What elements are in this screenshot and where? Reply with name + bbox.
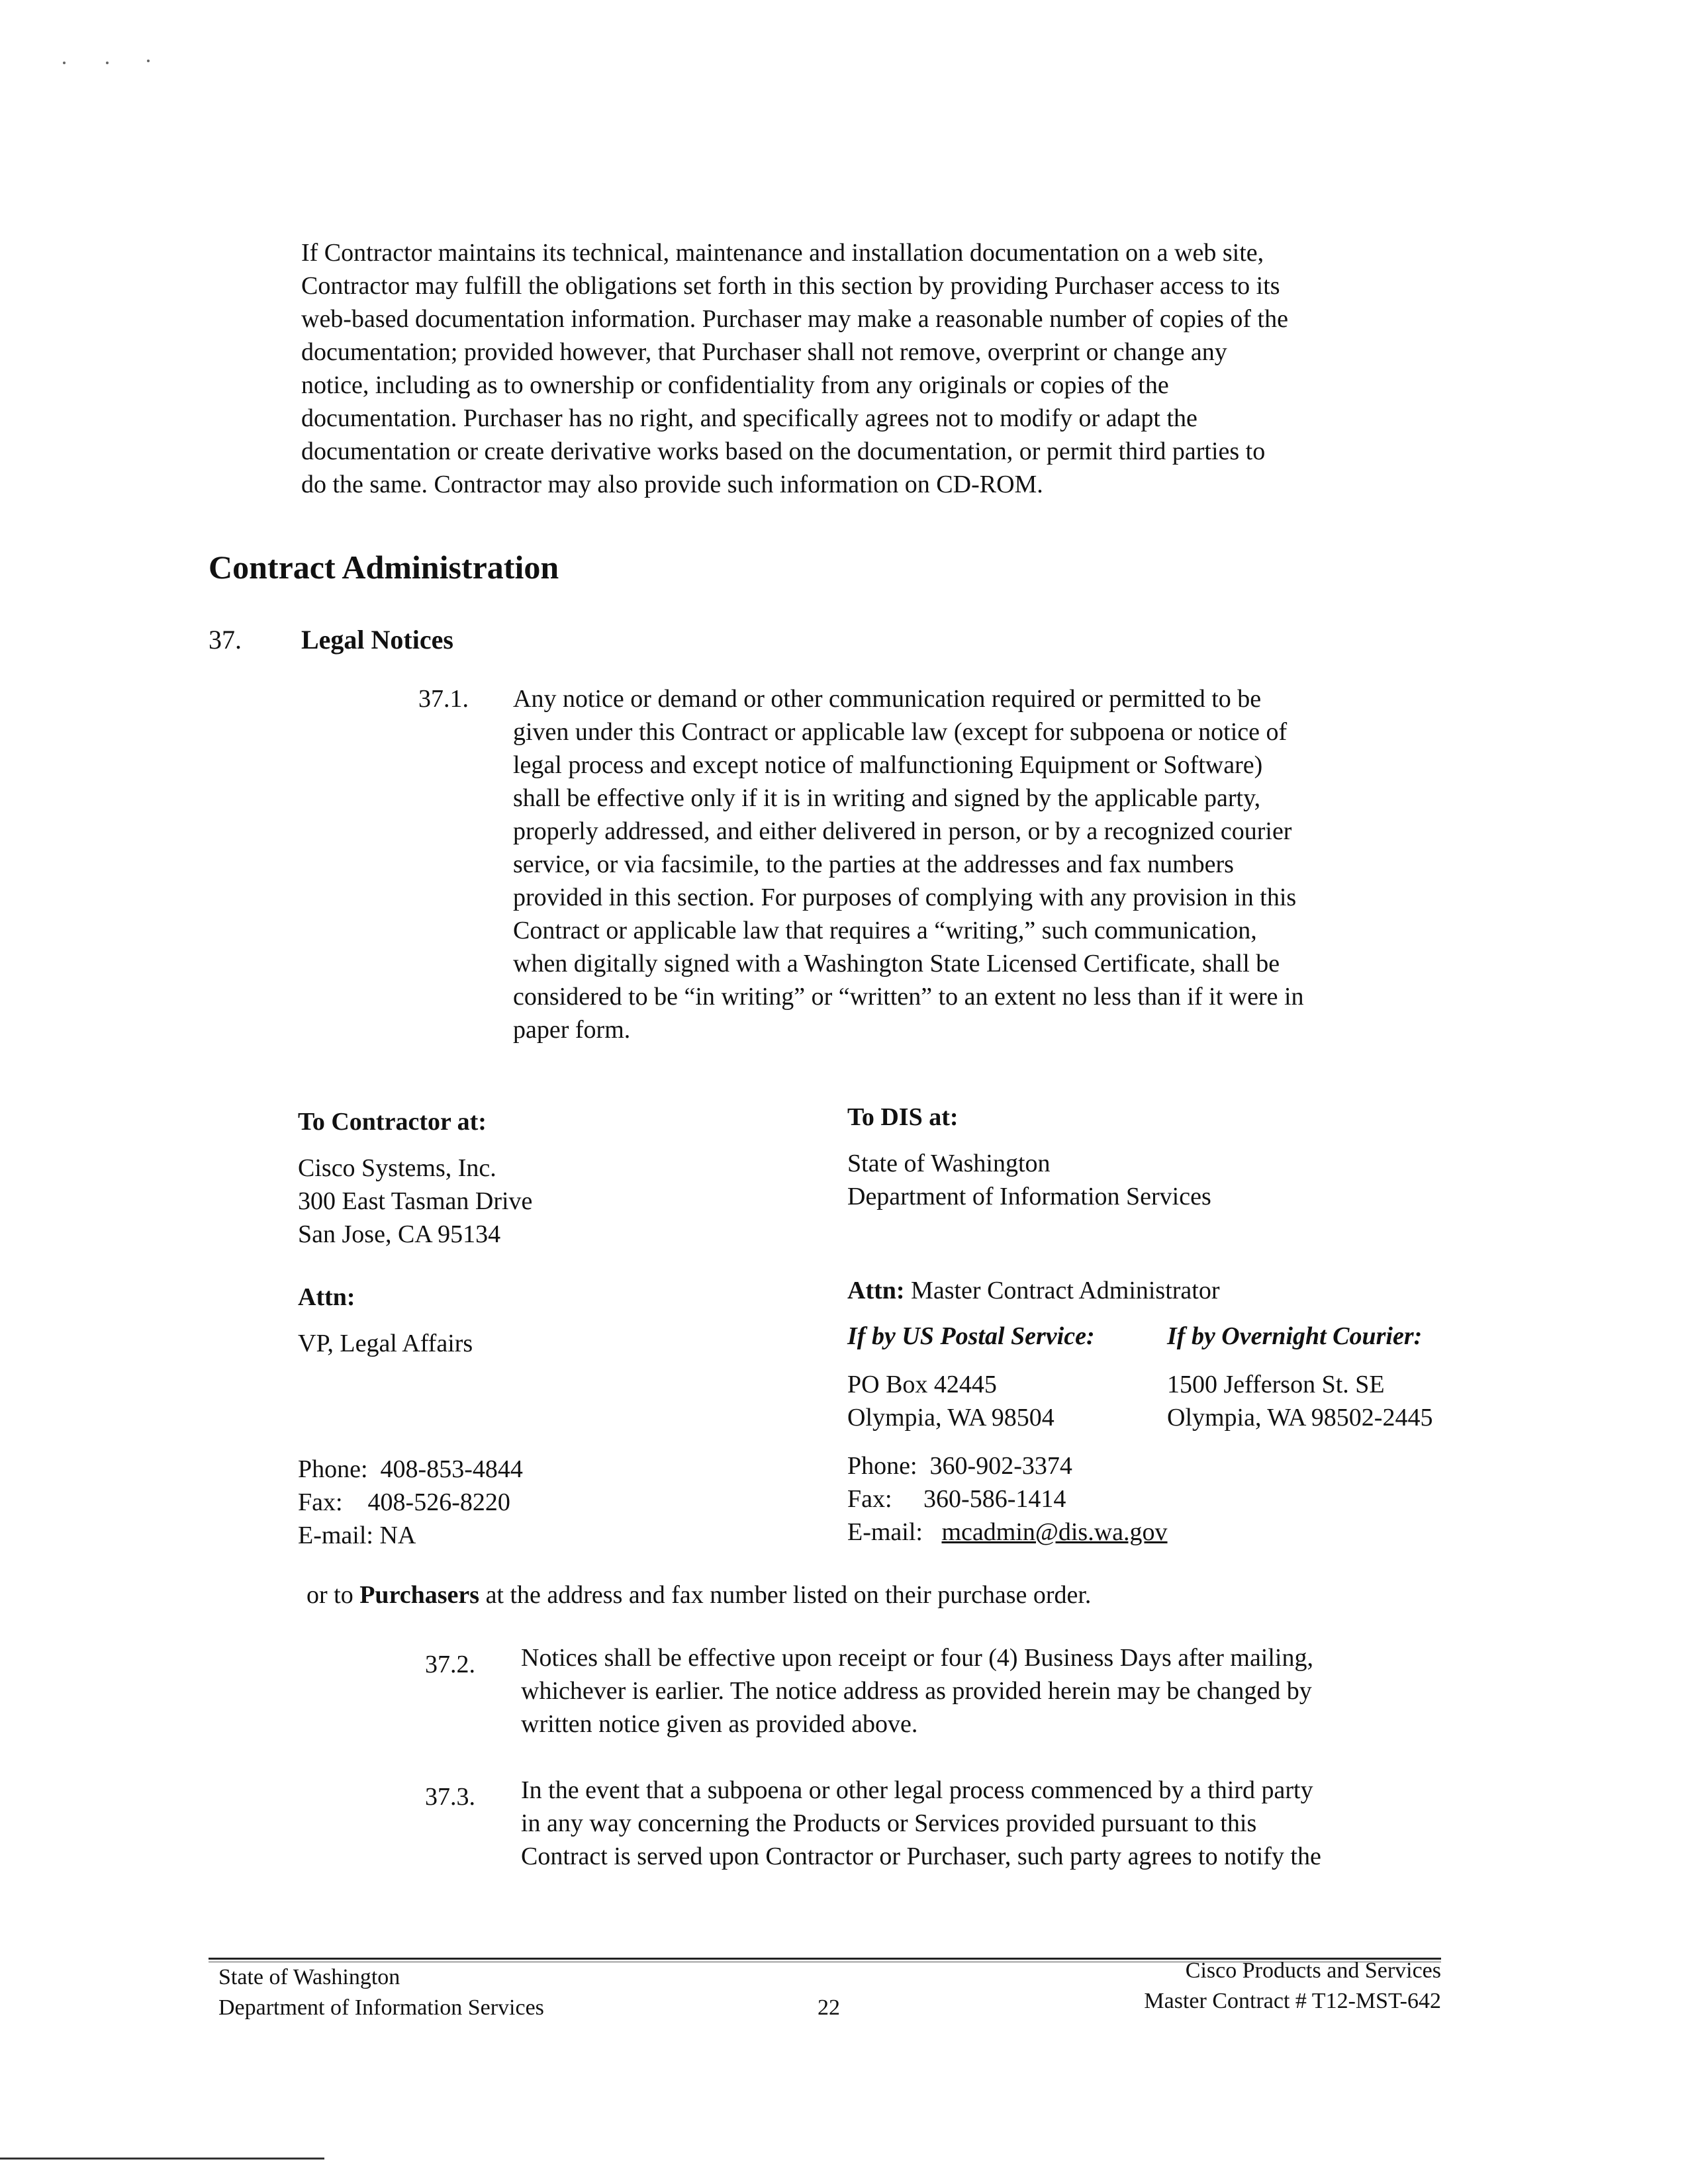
paragraph-line: documentation; provided however, that Purchaser shall not remove, overprint or change any (301, 338, 1227, 366)
section-heading: Contract Administration (209, 549, 559, 586)
subsection-line: written notice given as provided above. (521, 1710, 918, 1738)
section-title: Legal Notices (301, 625, 453, 655)
purchasers-bold: Purchasers (359, 1581, 480, 1609)
subsection-line: whichever is earlier. The notice address as provided herein may be changed by (521, 1677, 1312, 1705)
intro-paragraph (301, 236, 1453, 501)
contractor-attn-value: VP, Legal Affairs (298, 1330, 473, 1357)
purchasers-prefix: or to (306, 1581, 360, 1609)
contractor-attn-label: Attn: (298, 1283, 355, 1311)
postal-service-label: If by US Postal Service: (847, 1322, 1095, 1350)
subsection-line: given under this Contract or applicable law (except for subpoena or notice of (513, 718, 1288, 746)
subsection-line: Contract is served upon Contractor or Purchaser, such party agrees to notify the (521, 1843, 1321, 1870)
postal-address (847, 1368, 1055, 1434)
footer-right (1144, 1956, 1441, 2017)
footer-left-line: State of Washington (218, 1965, 400, 1989)
contractor-contact (298, 1453, 523, 1552)
subsection-37-2-text (521, 1641, 1448, 1741)
address-line: 300 East Tasman Drive (298, 1187, 533, 1215)
dis-email-label: E-mail: (847, 1518, 923, 1546)
footer-left (218, 1962, 544, 2023)
dis-fax: Fax: 360-586-1414 (847, 1485, 1066, 1513)
address-line: Olympia, WA 98502-2445 (1167, 1404, 1433, 1432)
contractor-email: E-mail: NA (298, 1522, 416, 1549)
paragraph-line: Contractor may fulfill the obligations set forth in this section by providing Purchaser access to its (301, 272, 1280, 300)
contractor-phone: Phone: 408-853-4844 (298, 1455, 523, 1483)
footer-left-line: Department of Information Services (218, 1995, 544, 2020)
subsection-number: 37.3. (425, 1783, 475, 1811)
address-line: 1500 Jefferson St. SE (1167, 1371, 1385, 1398)
subsection-number: 37.2. (425, 1651, 475, 1678)
scan-edge-mark (0, 2158, 324, 2160)
subsection-line: considered to be “in writing” or “written” to an extent no less than if it were in (513, 983, 1304, 1011)
paragraph-line: notice, including as to ownership or confidentiality from any originals or copies of the (301, 371, 1169, 399)
subsection-line: when digitally signed with a Washington State Licensed Certificate, shall be (513, 950, 1280, 978)
subsection-line: paper form. (513, 1016, 631, 1044)
scan-speck (63, 62, 66, 64)
dis-attn-value: Master Contract Administrator (911, 1277, 1220, 1304)
contractor-address (298, 1152, 532, 1251)
subsection-37-1-text (513, 682, 1440, 1046)
contractor-heading: To Contractor at: (298, 1108, 487, 1136)
subsection-line: Notices shall be effective upon receipt or four (4) Business Days after mailing, (521, 1644, 1313, 1672)
subsection-line: provided in this section. For purposes of complying with any provision in this (513, 884, 1297, 911)
subsection-line: shall be effective only if it is in writing and signed by the applicable party, (513, 784, 1261, 812)
scan-speck (147, 60, 150, 62)
subsection-line: properly addressed, and either delivered in person, or by a recognized courier (513, 817, 1292, 845)
address-line: State of Washington (847, 1150, 1051, 1177)
subsection-line: Contract or applicable law that requires a “writing,” such communication, (513, 917, 1257, 944)
address-line: Olympia, WA 98504 (847, 1404, 1055, 1432)
subsection-line: legal process and except notice of malfunctioning Equipment or Software) (513, 751, 1263, 779)
contractor-fax: Fax: 408-526-8220 (298, 1488, 510, 1516)
purchasers-line (306, 1578, 1091, 1612)
dis-attn-label: Attn: (847, 1277, 905, 1304)
section-number: 37. (209, 625, 242, 655)
paragraph-line: documentation. Purchaser has no right, and specifically agrees not to modify or adapt the (301, 404, 1197, 432)
subsection-line: service, or via facsimile, to the parties at the addresses and fax numbers (513, 850, 1234, 878)
subsection-37-3-text (521, 1774, 1448, 1873)
address-line: San Jose, CA 95134 (298, 1220, 501, 1248)
subsection-number: 37.1. (418, 685, 469, 713)
dis-email-row (847, 1516, 1168, 1549)
subsection-line: Any notice or demand or other communication required or permitted to be (513, 685, 1262, 713)
purchasers-suffix: at the address and fax number listed on their purchase order. (479, 1581, 1092, 1609)
paragraph-line: documentation or create derivative works based on the documentation, or permit third parties to (301, 437, 1266, 465)
paragraph-line: If Contractor maintains its technical, maintenance and installation documentation on a web site, (301, 239, 1264, 267)
dis-attn (847, 1274, 1220, 1307)
dis-contact (847, 1449, 1168, 1549)
paragraph-line: do the same. Contractor may also provide such information on CD-ROM. (301, 471, 1043, 498)
overnight-courier-label: If by Overnight Courier: (1167, 1322, 1423, 1350)
scan-speck (106, 62, 109, 64)
dis-phone: Phone: 360-902-3374 (847, 1452, 1072, 1480)
courier-address (1167, 1368, 1432, 1434)
dis-address (847, 1147, 1211, 1213)
subsection-line: In the event that a subpoena or other legal process commenced by a third party (521, 1776, 1313, 1804)
address-line: PO Box 42445 (847, 1371, 997, 1398)
address-line: Cisco Systems, Inc. (298, 1154, 496, 1182)
dis-email-link[interactable]: mcadmin@dis.wa.gov (941, 1518, 1168, 1546)
dis-heading: To DIS at: (847, 1103, 959, 1131)
footer-right-line: Master Contract # T12-MST-642 (1144, 1989, 1441, 2013)
page-number: 22 (818, 1995, 840, 2020)
footer-right-line: Cisco Products and Services (1185, 1958, 1441, 1983)
paragraph-line: web-based documentation information. Purchaser may make a reasonable number of copies of the (301, 305, 1288, 333)
address-line: Department of Information Services (847, 1183, 1211, 1210)
subsection-line: in any way concerning the Products or Services provided pursuant to this (521, 1809, 1257, 1837)
